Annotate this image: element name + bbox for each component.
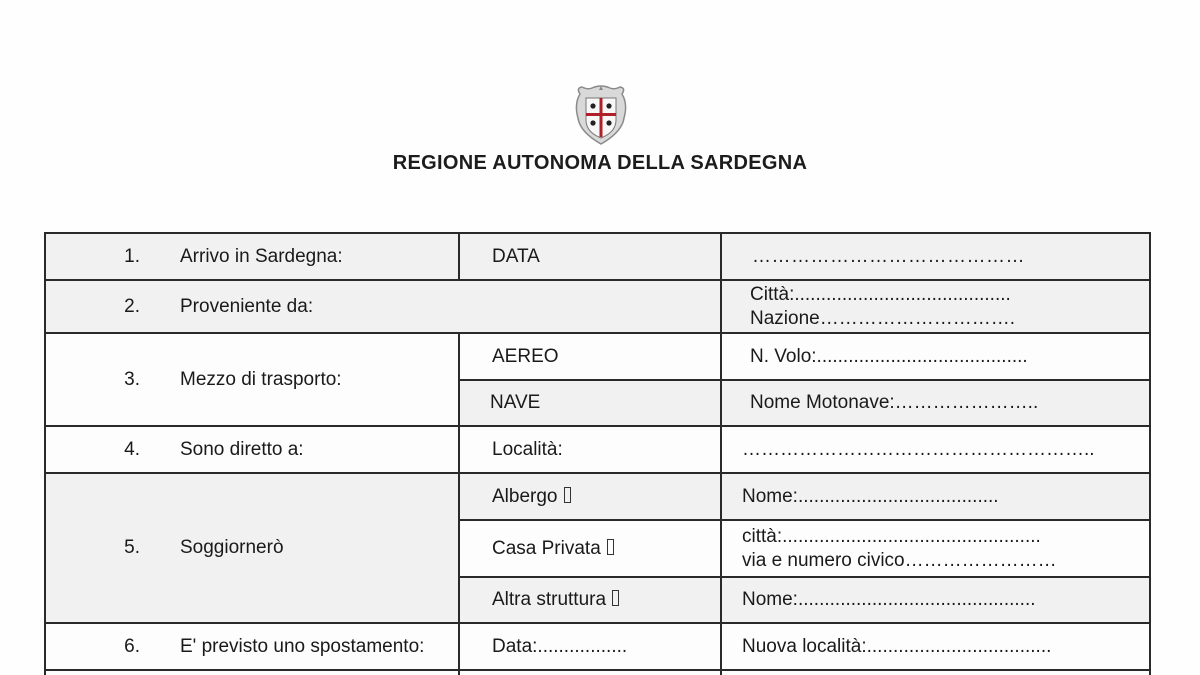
option-label: Albergo [492,485,558,507]
destination-locality-field[interactable] [721,426,1150,473]
transport-option-plane [459,333,721,380]
arrival-label-cell [45,233,459,280]
form-row-destination [45,426,1150,473]
origin-country-field: Nazione…………………………. [750,307,1015,329]
form-row-arrival [45,233,1150,280]
row-number: 3. [124,368,140,390]
field-value: ……………………………………………….. [742,438,1095,460]
stay-option-hotel[interactable] [459,473,721,520]
destination-label-cell [45,426,459,473]
form-row-next-partial [45,670,1150,675]
option-label: Altra struttura [492,589,607,610]
hotel-name-field[interactable] [721,473,1150,520]
transport-label-cell [45,333,459,426]
new-locality-field[interactable] [721,623,1150,670]
row-label: E' previsto uno spostamento: [180,635,425,657]
option-label: NAVE [490,392,541,413]
field-value: …………………………………… [752,245,1025,267]
form-row-origin [45,280,1150,333]
arrival-date-field[interactable] [721,233,1150,280]
row-label: Arrivo in Sardegna: [180,245,343,267]
row-number: 2. [124,295,140,317]
option-label: AEREO [492,345,559,367]
field-label: Data:................. [492,635,628,657]
origin-field[interactable] [721,280,1150,333]
field-value: Nome:...................................... [742,485,999,507]
row-label: Sono diretto a: [180,438,304,460]
row-number: 1. [124,245,140,267]
other-structure-checkbox[interactable] [612,590,619,606]
field-value: Nome:............................................. [742,589,1036,610]
sardinia-coat-of-arms-icon [572,84,630,146]
stay-label-cell [45,473,459,623]
origin-label-cell [45,280,721,333]
row-number: 6. [124,635,140,657]
stay-option-other[interactable] [459,577,721,623]
destination-locality-label-cell [459,426,721,473]
option-label: Casa Privata [492,537,601,559]
stay-option-private-house[interactable] [459,520,721,577]
field-value: Nuova località:................................... [742,635,1052,657]
row-label: Soggiornerò [180,537,284,558]
arrival-form-table [44,232,1151,675]
other-structure-name-field[interactable] [721,577,1150,623]
field-label: DATA [492,245,540,267]
planned-move-date-field[interactable] [459,623,721,670]
region-title: REGIONE AUTONOMA DELLA SARDEGNA [392,152,808,174]
row-number: 5. [124,537,140,558]
form-row-stay-hotel [45,473,1150,520]
field-label: Località: [492,438,563,460]
field-value: Nome Motonave:………………….. [750,392,1039,413]
private-house-city-field: città:................................................. [742,525,1041,547]
field-value: N. Volo:........................................ [750,345,1028,367]
row-number: 4. [124,438,140,460]
origin-city-field: Città:......................................... [750,283,1011,305]
row-label: Mezzo di trasporto: [180,368,342,390]
private-house-address-field[interactable] [721,520,1150,577]
form-row-planned-move [45,623,1150,670]
ship-name-field[interactable] [721,380,1150,426]
private-house-street-field: via e numero civico…………………… [742,549,1057,571]
private-house-checkbox[interactable] [607,539,614,555]
form-row-transport-plane [45,333,1150,380]
planned-move-label-cell [45,623,459,670]
hotel-checkbox[interactable] [564,487,571,503]
row-label: Proveniente da: [180,295,314,317]
transport-option-ship [459,380,721,426]
flight-number-field[interactable] [721,333,1150,380]
arrival-date-label-cell [459,233,721,280]
